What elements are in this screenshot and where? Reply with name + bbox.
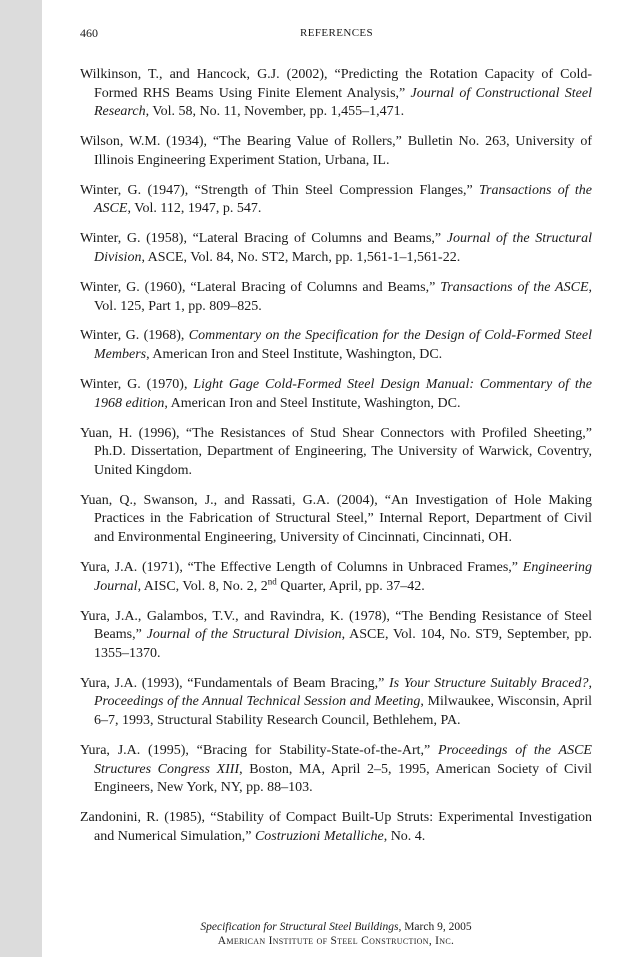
reference-text: , Vol. 112, 1947, p. 547. [127,201,262,217]
reference-title: Commentary on the Specification for the Design of Cold-Formed Steel Members [94,328,592,363]
reference-text: Wilkinson, T., and Hancock, G.J. (2002), “Predicting the Rotation Capacity of Cold-Formed RHS Beams Using Finite Element Analysis,” [80,67,592,101]
reference-text: Zandonini, R. (1985), “Stability of Compact Built-Up Struts: Experimental Investigation and Numerical Simulation,” [80,810,592,844]
reference-text: Winter, G. (1947), “Strength of Thin Steel Compression Flanges,” [80,182,480,198]
page-footer [0,920,638,948]
running-head: REFERENCES [300,27,374,39]
reference-title: Transactions of the ASCE [440,279,589,295]
reference-text: , [588,675,592,691]
reference-entry [80,376,592,413]
reference-title: Journal of the Structural Division [94,231,592,265]
reference-title: Transactions of the ASCE [94,182,592,217]
reference-entry [80,182,592,219]
footer-line-1 [0,920,638,934]
reference-title: Journal of the Structural Division [146,627,342,643]
reference-text: , Boston, MA, April 2–5, 1995, American Society of Civil Engineers, New York, NY, pp. 88–103. [94,761,592,796]
page-number: 460 [80,26,98,40]
reference-title: Costruzioni Metalliche [254,828,384,844]
reference-entry [80,230,592,267]
reference-title: Journal of Constructional Steel Research [94,85,592,120]
reference-text: Yura, J.A., Galambos, T.V., and Ravindra, K. (1978), “The Bending Resistance of Steel Beams,” [80,608,592,643]
reference-entry [80,608,592,664]
reference-text: Winter, G. (1970), [80,377,194,393]
reference-list [80,66,592,858]
reference-text: nd [267,575,277,586]
reference-entry [80,279,592,316]
reference-text: , Vol. 58, No. 11, November, pp. 1,455–1,471. [145,104,405,120]
reference-entry [80,327,592,364]
reference-text: Yuan, H. (1996), “The Resistances of Stud Shear Connectors with Profiled Sheeting,” Ph.D. Dissertation, Department of Engineering, The University of Warwick, Coventry, United Kingdom. [80,425,592,478]
reference-entry [80,66,592,122]
reference-text: , AISC, Vol. 8, No. 2, 2 [137,578,268,594]
reference-entry [80,492,592,548]
reference-text: , No. 4. [383,828,426,844]
reference-text: Yuan, Q., Swanson, J., and Rassati, G.A. (2004), “An Investigation of Hole Making Practices in the Fabrication of Structural Steel,” Internal Report, Department of Civil and Environmental Engineering, University of Cincinnati, Cincinnati, OH. [80,492,592,545]
reference-text: , ASCE, Vol. 104, No. ST9, September, pp. 1355–1370. [94,627,592,661]
footer-date: March 9, 2005 [401,921,472,933]
reference-text: , American Iron and Steel Institute, Washington, DC. [164,395,461,411]
reference-text: Yura, J.A. (1995), “Bracing for Stability-State-of-the-Art,” [80,742,439,758]
reference-text: Yura, J.A. (1971), “The Effective Length of Columns in Unbraced Frames,” [80,559,523,575]
reference-text: , Milwaukee, Wisconsin, April 6–7, 1993, Structural Stability Research Council, Bethlehem, PA. [94,694,592,728]
reference-text: Winter, G. (1960), “Lateral Bracing of Columns and Beams,” [80,279,441,295]
footer-publisher: American Institute of Steel Construction, Inc. [217,935,455,947]
reference-text: , American Iron and Steel Institute, Washington, DC. [146,347,443,363]
reference-title: Light Gage Cold-Formed Steel Design Manual: Commentary of the 1968 edition [94,377,592,411]
reference-text: Winter, G. (1958), “Lateral Bracing of Columns and Beams,” [80,231,447,247]
reference-text: Quarter, April, pp. 37–42. [276,578,425,594]
reference-entry [80,675,592,731]
page-gutter [0,0,42,957]
reference-text: , Vol. 125, Part 1, pp. 809–825. [94,279,592,314]
reference-text: , ASCE, Vol. 84, No. ST2, March, pp. 1,561-1–1,561-22. [141,249,461,265]
reference-title: Proceedings of the Annual Technical Session and Meeting [94,694,421,710]
reference-entry [80,809,592,846]
footer-spec-title: Specification for Structural Steel Buildings, [200,921,402,933]
reference-entry [80,425,592,481]
reference-entry [80,742,592,798]
reference-title: Engineering Journal [94,559,592,594]
reference-title: Is Your Structure Suitably Braced? [388,675,589,691]
reference-title: Proceedings of the ASCE Structures Congress XIII [94,742,592,777]
reference-entry [80,559,592,596]
reference-text: Yura, J.A. (1993), “Fundamentals of Beam Bracing,” [80,675,389,691]
reference-entry [80,133,592,170]
reference-text: Winter, G. (1968), [80,328,189,344]
reference-text: Wilson, W.M. (1934), “The Bearing Value of Rollers,” Bulletin No. 263, University of Illinois Engineering Experiment Station, Urbana, IL. [80,134,592,168]
